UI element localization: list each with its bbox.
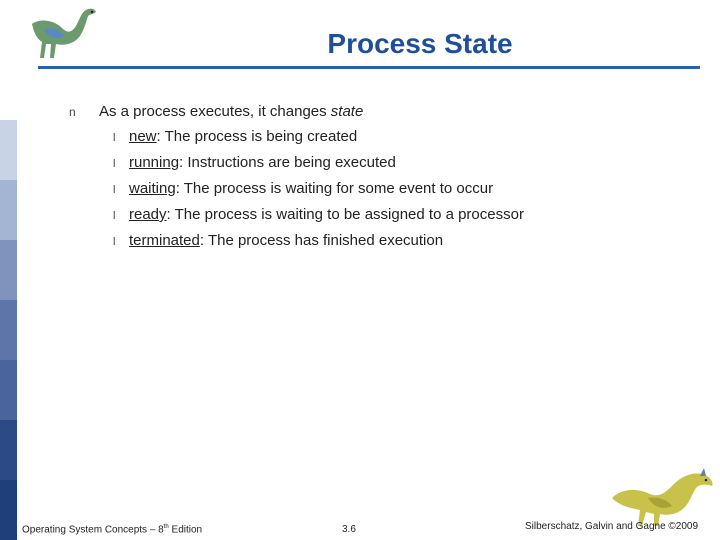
sub-bullet-waiting xyxy=(113,180,493,197)
state-term: terminated xyxy=(129,232,200,249)
footer-page-number: 3.6 xyxy=(342,524,356,535)
bullet-marker: l xyxy=(113,184,116,196)
state-description: : The process is waiting to be assigned to a processor xyxy=(166,206,524,223)
sub-bullet-ready xyxy=(113,206,524,223)
state-description: : The process is waiting for some event to occur xyxy=(175,180,494,197)
dinosaur-bottom-icon xyxy=(608,458,718,530)
state-description: : The process has finished execution xyxy=(199,232,444,249)
main-bullet xyxy=(69,103,363,120)
bullet-marker: l xyxy=(113,158,116,170)
footer-book-sup: th xyxy=(163,524,169,530)
state-term: running xyxy=(129,154,180,171)
state-description: : The process is being created xyxy=(156,128,358,145)
sub-bullet-terminated xyxy=(113,232,443,249)
sub-bullet-running xyxy=(113,154,396,171)
state-description: : Instructions are being executed xyxy=(179,154,396,171)
bullet-marker: l xyxy=(113,236,116,248)
bullet-marker: l xyxy=(113,132,116,144)
sub-bullet-new xyxy=(113,128,357,145)
state-term: waiting xyxy=(129,180,176,197)
bullet-marker: l xyxy=(113,210,116,222)
main-bullet-emphasis: state xyxy=(330,103,364,120)
state-term: new xyxy=(129,128,157,145)
slide-title: Process State xyxy=(327,28,513,59)
footer-copyright: Silberschatz, Galvin and Gagne ©2009 xyxy=(525,521,699,532)
footer-book-prefix: Operating System Concepts – 8 xyxy=(22,524,164,536)
state-term: ready xyxy=(129,206,167,223)
main-bullet-text: As a process executes, it changes xyxy=(99,103,331,120)
bullet-marker: n xyxy=(69,105,76,119)
footer-book-suffix: Edition xyxy=(168,524,203,536)
footer-book-title xyxy=(22,524,202,535)
